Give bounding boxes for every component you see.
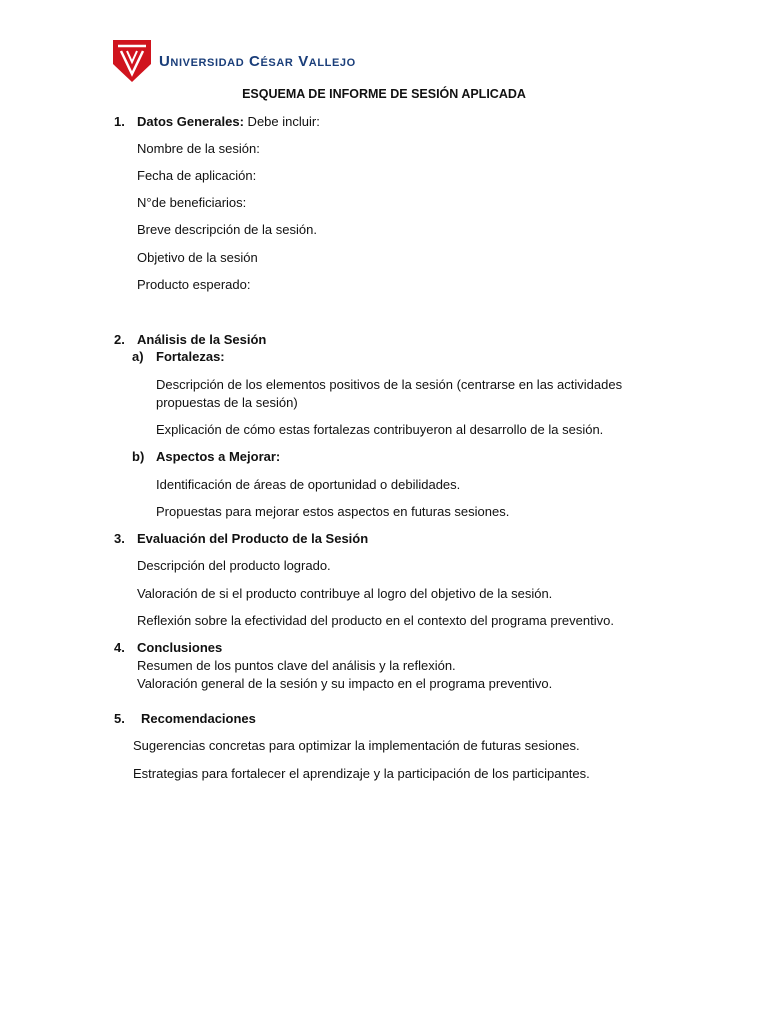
shield-logo-icon [113, 40, 151, 82]
subsection-b-item: Propuestas para mejorar estos aspectos en futuras sesiones. [156, 504, 510, 519]
logo-text: Universidad César Vallejo [159, 52, 356, 70]
section-4-heading: Conclusiones [137, 640, 223, 655]
section-3-item: Valoración de si el producto contribuye al logro del objetivo de la sesión. [137, 586, 553, 601]
section-4-number: 4. [114, 640, 125, 655]
subsection-a-heading: Fortalezas: [156, 349, 225, 364]
document-title: ESQUEMA DE INFORME DE SESIÓN APLICADA [242, 87, 526, 101]
section-3-number: 3. [114, 531, 125, 546]
section-5-item: Sugerencias concretas para optimizar la implementación de futuras sesiones. [133, 738, 580, 753]
section-4-line: Resumen de los puntos clave del análisis y la reflexión. [137, 658, 456, 673]
section-4-line: Valoración general de la sesión y su impacto en el programa preventivo. [137, 676, 553, 691]
subsection-a-label: a) [132, 349, 144, 364]
section-1-heading-rest: Debe incluir: [243, 114, 320, 129]
section-5-number: 5. [114, 711, 125, 726]
section-5-item: Estrategias para fortalecer el aprendizaje y la participación de los participantes. [133, 766, 590, 781]
subsection-b-heading: Aspectos a Mejorar: [156, 449, 281, 464]
university-logo [113, 40, 356, 82]
subsection-a-item-line: propuestas de la sesión) [156, 395, 298, 410]
section-1-item: Fecha de aplicación: [137, 168, 257, 183]
section-2-heading: Análisis de la Sesión [137, 332, 267, 347]
subsection-a-item: Explicación de cómo estas fortalezas contribuyeron al desarrollo de la sesión. [156, 422, 604, 437]
section-2-number: 2. [114, 332, 125, 347]
section-1-item: Objetivo de la sesión [137, 250, 258, 265]
section-1-item: Producto esperado: [137, 277, 251, 292]
section-1-item: N°de beneficiarios: [137, 195, 247, 210]
section-3-heading: Evaluación del Producto de la Sesión [137, 531, 369, 546]
section-1-number: 1. [114, 114, 125, 129]
subsection-b-item: Identificación de áreas de oportunidad o debilidades. [156, 477, 461, 492]
subsection-b-label: b) [132, 449, 145, 464]
section-3-item: Descripción del producto logrado. [137, 558, 331, 573]
section-5-heading: Recomendaciones [141, 711, 256, 726]
section-1-heading: Datos Generales: [137, 114, 244, 129]
section-1-item: Breve descripción de la sesión. [137, 222, 317, 237]
section-1-item: Nombre de la sesión: [137, 141, 260, 156]
subsection-a-item-line: Descripción de los elementos positivos de la sesión (centrarse en las actividades [156, 377, 623, 392]
section-1-heading-line [137, 114, 320, 130]
section-3-item: Reflexión sobre la efectividad del producto en el contexto del programa preventivo. [137, 613, 614, 628]
